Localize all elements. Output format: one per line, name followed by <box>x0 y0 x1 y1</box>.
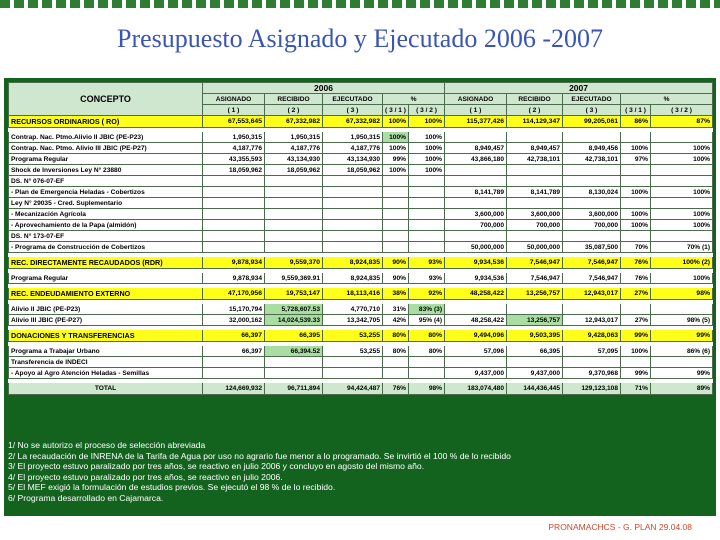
value-cell <box>445 165 507 176</box>
value-cell: 67,332,982 <box>323 116 383 128</box>
value-cell: 87% <box>651 116 713 128</box>
value-cell <box>409 368 445 379</box>
value-cell: 100% <box>621 187 651 198</box>
value-cell: 18,113,416 <box>323 288 383 300</box>
table-row <box>9 209 713 220</box>
value-cell: 99% <box>621 330 651 342</box>
value-cell: 48,258,422 <box>445 288 507 300</box>
value-cell <box>383 357 409 368</box>
section-row <box>9 288 713 300</box>
value-cell: 80% <box>409 346 445 357</box>
concept-header: CONCEPTO <box>9 83 203 116</box>
value-cell: 100% <box>383 165 409 176</box>
col-code: ( 1 ) <box>445 105 507 116</box>
top-decorative-stripe <box>0 0 720 8</box>
concept-cell: Programa Regular <box>9 154 203 165</box>
table-row <box>9 231 713 242</box>
value-cell <box>323 368 383 379</box>
value-cell: 50,000,000 <box>507 242 563 253</box>
value-cell: 100% <box>621 209 651 220</box>
value-cell: 43,134,930 <box>323 154 383 165</box>
value-cell: 53,255 <box>323 346 383 357</box>
concept-cell: Shock de Inversiones Ley N° 23880 <box>9 165 203 176</box>
concept-cell: REC. DIRECTAMENTE RECAUDADOS (RDR) <box>9 257 203 269</box>
value-cell: 13,256,757 <box>507 315 563 326</box>
value-cell <box>203 368 265 379</box>
concept-cell: REC. ENDEUDAMIENTO EXTERNO <box>9 288 203 300</box>
value-cell: 97% <box>621 154 651 165</box>
value-cell <box>563 304 621 315</box>
value-cell: 9,878,934 <box>203 273 265 284</box>
value-cell: 13,342,705 <box>323 315 383 326</box>
value-cell: 7,546,947 <box>563 257 621 269</box>
concept-cell: Alivio II JBIC (PE-P23) <box>9 304 203 315</box>
value-cell: 99% <box>621 368 651 379</box>
section-row <box>9 330 713 342</box>
value-cell: 76% <box>621 273 651 284</box>
concept-cell: Transferencia de INDECI <box>9 357 203 368</box>
footnotes <box>8 440 708 504</box>
table-row <box>9 154 713 165</box>
value-cell <box>383 231 409 242</box>
value-cell <box>323 176 383 187</box>
value-cell <box>409 198 445 209</box>
value-cell: 93% <box>409 273 445 284</box>
col-code: ( 3 ) <box>323 105 383 116</box>
table-row <box>9 304 713 315</box>
table-body <box>9 116 713 395</box>
value-cell: 100% <box>621 220 651 231</box>
value-cell <box>203 198 265 209</box>
table-row <box>9 198 713 209</box>
footnote-line: 3/ El proyecto estuvo paralizado por tres años, se reactivo en julio 2006 y concluyo en agosto del mismo año. <box>8 461 425 472</box>
value-cell <box>445 198 507 209</box>
value-cell: 90% <box>383 257 409 269</box>
table-row <box>9 187 713 198</box>
table-row <box>9 357 713 368</box>
value-cell <box>203 242 265 253</box>
value-cell <box>445 231 507 242</box>
value-cell: 8,949,456 <box>563 143 621 154</box>
value-cell: 90% <box>383 273 409 284</box>
value-cell: 100% <box>651 143 713 154</box>
concept-cell: - Aprovechamiento de la Papa (almidón) <box>9 220 203 231</box>
value-cell <box>409 242 445 253</box>
value-cell <box>445 357 507 368</box>
value-cell: 8,949,457 <box>507 143 563 154</box>
section-row <box>9 116 713 128</box>
concept-cell: DONACIONES Y TRANSFERENCIAS <box>9 330 203 342</box>
footnote-line: 5/ El MEF exigió la formulación de estudios previos. Se ejecutó el 98 % de lo recibido. <box>8 482 336 493</box>
concept-cell: TOTAL <box>9 383 203 395</box>
value-cell: 7,546,947 <box>507 257 563 269</box>
value-cell <box>563 176 621 187</box>
value-cell <box>621 165 651 176</box>
value-cell: 9,878,934 <box>203 257 265 269</box>
concept-cell: - Apoyo al Agro Atención Heladas - Semillas <box>9 368 203 379</box>
value-cell <box>445 304 507 315</box>
value-cell: 43,134,930 <box>265 154 323 165</box>
value-cell: 1,950,315 <box>265 132 323 143</box>
value-cell: 18,059,962 <box>265 165 323 176</box>
value-cell <box>409 176 445 187</box>
value-cell: 43,866,180 <box>445 154 507 165</box>
value-cell: 32,000,162 <box>203 315 265 326</box>
value-cell: 27% <box>621 315 651 326</box>
value-cell <box>265 187 323 198</box>
value-cell <box>563 231 621 242</box>
value-cell: 9,934,536 <box>445 257 507 269</box>
value-cell: 98% <box>409 383 445 395</box>
year-2006-header: 2006 <box>203 83 445 94</box>
value-cell <box>383 368 409 379</box>
value-cell: 15,170,794 <box>203 304 265 315</box>
value-cell <box>651 198 713 209</box>
value-cell: 95% (4) <box>409 315 445 326</box>
value-cell: 38% <box>383 288 409 300</box>
value-cell <box>621 198 651 209</box>
value-cell: 71% <box>621 383 651 395</box>
concept-cell: Ley N° 29035 - Cred. Suplementario <box>9 198 203 209</box>
value-cell <box>265 357 323 368</box>
value-cell: 86% <box>621 116 651 128</box>
value-cell: 96,711,894 <box>265 383 323 395</box>
value-cell <box>507 357 563 368</box>
col-code: ( 3 ) <box>563 105 621 116</box>
value-cell <box>383 198 409 209</box>
value-cell: 42% <box>383 315 409 326</box>
budget-table <box>8 82 713 395</box>
value-cell: 76% <box>383 383 409 395</box>
value-cell: 4,770,710 <box>323 304 383 315</box>
value-cell <box>507 176 563 187</box>
value-cell: 7,546,947 <box>563 273 621 284</box>
value-cell: 3,600,000 <box>507 209 563 220</box>
value-cell: 7,546,947 <box>507 273 563 284</box>
table-row <box>9 273 713 284</box>
value-cell: 18,059,962 <box>203 165 265 176</box>
value-cell <box>265 220 323 231</box>
value-cell <box>265 368 323 379</box>
value-cell <box>563 357 621 368</box>
value-cell: 98% (5) <box>651 315 713 326</box>
value-cell <box>621 357 651 368</box>
value-cell: 100% <box>409 143 445 154</box>
col-header: EJECUTADO <box>323 94 383 105</box>
table-row <box>9 143 713 154</box>
value-cell: 100% <box>409 154 445 165</box>
value-cell: 100% <box>651 220 713 231</box>
value-cell <box>323 357 383 368</box>
footnote-line: 1/ No se autorizo el proceso de selección abreviada <box>8 440 206 450</box>
value-cell: 86% (6) <box>651 346 713 357</box>
value-cell <box>323 231 383 242</box>
concept-cell: - Mecanización Agrícola <box>9 209 203 220</box>
value-cell <box>563 132 621 143</box>
value-cell <box>507 304 563 315</box>
value-cell <box>507 132 563 143</box>
concept-cell: - Programa de Construcción de Cobertizos <box>9 242 203 253</box>
value-cell: 3,600,000 <box>445 209 507 220</box>
value-cell: 114,129,347 <box>507 116 563 128</box>
value-cell: 9,428,063 <box>563 330 621 342</box>
table-row <box>9 132 713 143</box>
concept-cell: Contrap. Nac. Ptmo.Alivio II JBIC (PE-P23) <box>9 132 203 143</box>
value-cell <box>651 231 713 242</box>
col-code: ( 2 ) <box>507 105 563 116</box>
value-cell: 129,123,108 <box>563 383 621 395</box>
value-cell: 94,424,487 <box>323 383 383 395</box>
concept-cell: Alivio III JBIC (PE-P27) <box>9 315 203 326</box>
value-cell: 48,258,422 <box>445 315 507 326</box>
value-cell: 83% (3) <box>409 304 445 315</box>
value-cell: 4,187,776 <box>323 143 383 154</box>
value-cell: 8,949,457 <box>445 143 507 154</box>
table-row <box>9 346 713 357</box>
value-cell: 13,256,757 <box>507 288 563 300</box>
value-cell <box>507 165 563 176</box>
value-cell <box>651 176 713 187</box>
table-row <box>9 165 713 176</box>
value-cell: 700,000 <box>445 220 507 231</box>
value-cell: 183,074,480 <box>445 383 507 395</box>
value-cell: 8,924,835 <box>323 273 383 284</box>
value-cell <box>383 176 409 187</box>
value-cell: 66,395 <box>265 330 323 342</box>
value-cell: 8,141,789 <box>507 187 563 198</box>
value-cell: 144,436,445 <box>507 383 563 395</box>
col-code: ( 3 / 2 ) <box>409 105 445 116</box>
value-cell: 9,494,096 <box>445 330 507 342</box>
value-cell: 100% <box>621 346 651 357</box>
col-header: % <box>383 94 445 105</box>
value-cell: 4,187,776 <box>203 143 265 154</box>
value-cell: 100% <box>409 116 445 128</box>
value-cell <box>265 198 323 209</box>
value-cell <box>409 187 445 198</box>
value-cell: 100% <box>651 209 713 220</box>
value-cell: 19,753,147 <box>265 288 323 300</box>
value-cell: 67,332,982 <box>265 116 323 128</box>
value-cell: 115,377,426 <box>445 116 507 128</box>
section-row <box>9 257 713 269</box>
value-cell <box>651 165 713 176</box>
table-row <box>9 368 713 379</box>
value-cell: 18,059,962 <box>323 165 383 176</box>
value-cell <box>323 187 383 198</box>
value-cell: 76% <box>621 257 651 269</box>
value-cell: 9,559,370 <box>265 257 323 269</box>
value-cell: 100% <box>651 187 713 198</box>
value-cell <box>323 242 383 253</box>
footer-credit: PRONAMACHCS - G. PLAN 29.04.08 <box>548 522 692 532</box>
value-cell: 70% <box>621 242 651 253</box>
col-code: ( 3 / 1 ) <box>383 105 409 116</box>
value-cell <box>621 231 651 242</box>
table-row <box>9 315 713 326</box>
table-row <box>9 220 713 231</box>
col-header: ASIGNADO <box>445 94 507 105</box>
value-cell <box>265 209 323 220</box>
value-cell <box>383 220 409 231</box>
value-cell <box>323 209 383 220</box>
value-cell: 42,738,101 <box>563 154 621 165</box>
col-header: ASIGNADO <box>203 94 265 105</box>
value-cell: 27% <box>621 288 651 300</box>
col-code: ( 1 ) <box>203 105 265 116</box>
value-cell: 9,437,000 <box>445 368 507 379</box>
value-cell: 93% <box>409 257 445 269</box>
value-cell: 47,170,956 <box>203 288 265 300</box>
value-cell: 100% <box>383 132 409 143</box>
value-cell <box>507 198 563 209</box>
value-cell <box>265 231 323 242</box>
col-code: ( 3 / 2 ) <box>651 105 713 116</box>
concept-cell: Programa Regular <box>9 273 203 284</box>
value-cell <box>445 132 507 143</box>
value-cell <box>621 132 651 143</box>
value-cell <box>409 220 445 231</box>
value-cell: 70% (1) <box>651 242 713 253</box>
value-cell <box>445 176 507 187</box>
value-cell: 80% <box>383 346 409 357</box>
page-title: Presupuesto Asignado y Ejecutado 2006 -2007 <box>117 24 603 53</box>
value-cell <box>563 198 621 209</box>
value-cell: 8,130,024 <box>563 187 621 198</box>
value-cell: 57,096 <box>445 346 507 357</box>
value-cell: 700,000 <box>563 220 621 231</box>
col-header: RECIBIDO <box>507 94 563 105</box>
value-cell: 99% <box>383 154 409 165</box>
col-header: RECIBIDO <box>265 94 323 105</box>
value-cell: 8,141,789 <box>445 187 507 198</box>
concept-cell: DS. N° 076-07-EF <box>9 176 203 187</box>
value-cell: 89% <box>651 383 713 395</box>
value-cell: 35,087,500 <box>563 242 621 253</box>
value-cell: 100% <box>383 116 409 128</box>
value-cell: 50,000,000 <box>445 242 507 253</box>
value-cell: 9,559,369.91 <box>265 273 323 284</box>
value-cell: 99% <box>651 368 713 379</box>
value-cell: 124,669,932 <box>203 383 265 395</box>
value-cell: 80% <box>409 330 445 342</box>
value-cell <box>621 304 651 315</box>
value-cell: 100% (2) <box>651 257 713 269</box>
value-cell: 12,943,017 <box>563 315 621 326</box>
col-header: % <box>621 94 713 105</box>
footnote-line: 4/ El proyecto estuvo paralizado por tres años, se reactivo en julio 2006. <box>8 471 283 482</box>
table-row <box>9 176 713 187</box>
value-cell: 42,738,101 <box>507 154 563 165</box>
col-code: ( 2 ) <box>265 105 323 116</box>
value-cell <box>383 242 409 253</box>
value-cell: 67,553,645 <box>203 116 265 128</box>
value-cell: 100% <box>409 132 445 143</box>
value-cell: 98% <box>651 288 713 300</box>
value-cell <box>203 176 265 187</box>
value-cell: 100% <box>383 143 409 154</box>
value-cell: 8,924,835 <box>323 257 383 269</box>
col-code: ( 3 / 1 ) <box>621 105 651 116</box>
value-cell <box>651 304 713 315</box>
value-cell: 9,934,536 <box>445 273 507 284</box>
value-cell: 92% <box>409 288 445 300</box>
value-cell <box>203 187 265 198</box>
value-cell: 9,437,000 <box>507 368 563 379</box>
value-cell <box>383 209 409 220</box>
concept-cell: Contrap. Nac. Ptmo. Alivio III JBIC (PE-P27) <box>9 143 203 154</box>
value-cell: 100% <box>651 154 713 165</box>
value-cell: 99% <box>651 330 713 342</box>
value-cell <box>203 209 265 220</box>
value-cell: 1,950,315 <box>203 132 265 143</box>
value-cell <box>383 187 409 198</box>
value-cell: 4,187,776 <box>265 143 323 154</box>
value-cell <box>203 357 265 368</box>
value-cell <box>507 231 563 242</box>
value-cell <box>563 165 621 176</box>
value-cell <box>621 176 651 187</box>
concept-cell: Programa a Trabajar Urbano <box>9 346 203 357</box>
value-cell <box>203 231 265 242</box>
value-cell <box>409 357 445 368</box>
value-cell: 66,397 <box>203 346 265 357</box>
col-header: EJECUTADO <box>563 94 621 105</box>
concept-cell: - Plan de Emergencia Heladas - Cobertizos <box>9 187 203 198</box>
value-cell: 66,395 <box>507 346 563 357</box>
value-cell <box>265 176 323 187</box>
value-cell <box>203 220 265 231</box>
value-cell: 80% <box>383 330 409 342</box>
year-2007-header: 2007 <box>445 83 713 94</box>
total-row <box>9 383 713 395</box>
value-cell: 14,024,539.33 <box>265 315 323 326</box>
value-cell: 100% <box>621 143 651 154</box>
value-cell: 1,950,315 <box>323 132 383 143</box>
concept-cell: DS. N° 173-07-EF <box>9 231 203 242</box>
value-cell <box>323 198 383 209</box>
concept-cell: RECURSOS ORDINARIOS ( RO) <box>9 116 203 128</box>
value-cell: 5,728,607.53 <box>265 304 323 315</box>
value-cell: 53,255 <box>323 330 383 342</box>
value-cell <box>651 357 713 368</box>
table-row <box>9 242 713 253</box>
value-cell: 99,205,061 <box>563 116 621 128</box>
value-cell: 100% <box>651 273 713 284</box>
value-cell: 12,943,017 <box>563 288 621 300</box>
value-cell: 9,503,395 <box>507 330 563 342</box>
value-cell <box>651 132 713 143</box>
footnote-line: 6/ Programa desarrollado en Cajamarca. <box>8 492 164 503</box>
value-cell <box>409 209 445 220</box>
value-cell: 100% <box>409 165 445 176</box>
footnote-line: 2/ La recaudación de INRENA de la Tarifa de Agua por uso no agrario fue menor a lo programado. Se invirtió el 100 % de lo recibido <box>8 450 511 461</box>
value-cell: 3,600,000 <box>563 209 621 220</box>
value-cell: 9,370,968 <box>563 368 621 379</box>
value-cell: 31% <box>383 304 409 315</box>
value-cell <box>409 231 445 242</box>
value-cell <box>265 242 323 253</box>
value-cell: 43,355,593 <box>203 154 265 165</box>
value-cell <box>323 220 383 231</box>
value-cell: 66,397 <box>203 330 265 342</box>
value-cell: 57,095 <box>563 346 621 357</box>
value-cell: 700,000 <box>507 220 563 231</box>
value-cell: 66,394.52 <box>265 346 323 357</box>
